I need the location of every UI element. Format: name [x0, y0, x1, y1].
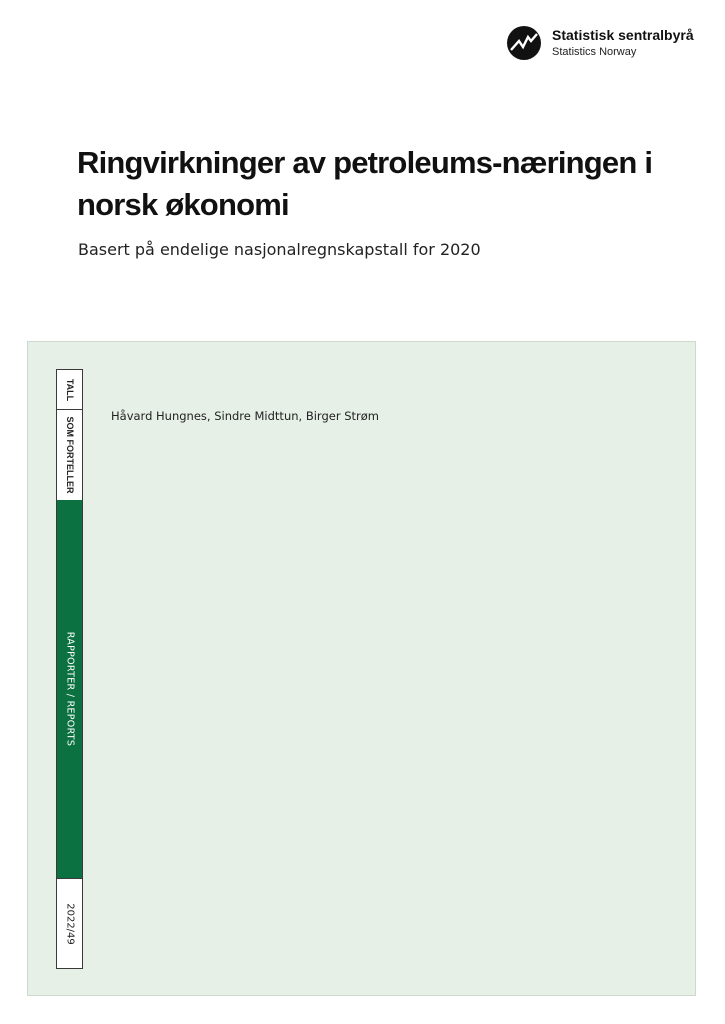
logo-subtitle: Statistics Norway — [552, 46, 637, 58]
logo-name: Statistisk sentralbyrå — [552, 27, 694, 43]
spine-series-segment — [57, 500, 82, 878]
spine-tall-segment — [57, 370, 82, 410]
report-authors: Håvard Hungnes, Sindre Midttun, Birger Strøm — [111, 409, 379, 423]
ssb-logo — [506, 24, 711, 64]
spine-tall-label: TALL — [64, 378, 75, 401]
report-spine — [56, 369, 83, 969]
spine-som-forteller-segment — [57, 410, 82, 500]
spine-series-label: RAPPORTER / REPORTS — [64, 631, 75, 747]
spine-number-segment — [57, 878, 82, 968]
spine-som-forteller-label: SOM FORTELLER — [64, 416, 75, 494]
report-title: Ringvirkninger av petroleums-næringen i norsk økonomi — [77, 145, 653, 222]
spine-report-number: 2022/49 — [64, 902, 75, 945]
report-subtitle: Basert på endelige nasjonalregnskapstall for 2020 — [78, 240, 481, 259]
ssb-logo-icon — [506, 25, 542, 61]
cover-panel — [27, 341, 696, 996]
